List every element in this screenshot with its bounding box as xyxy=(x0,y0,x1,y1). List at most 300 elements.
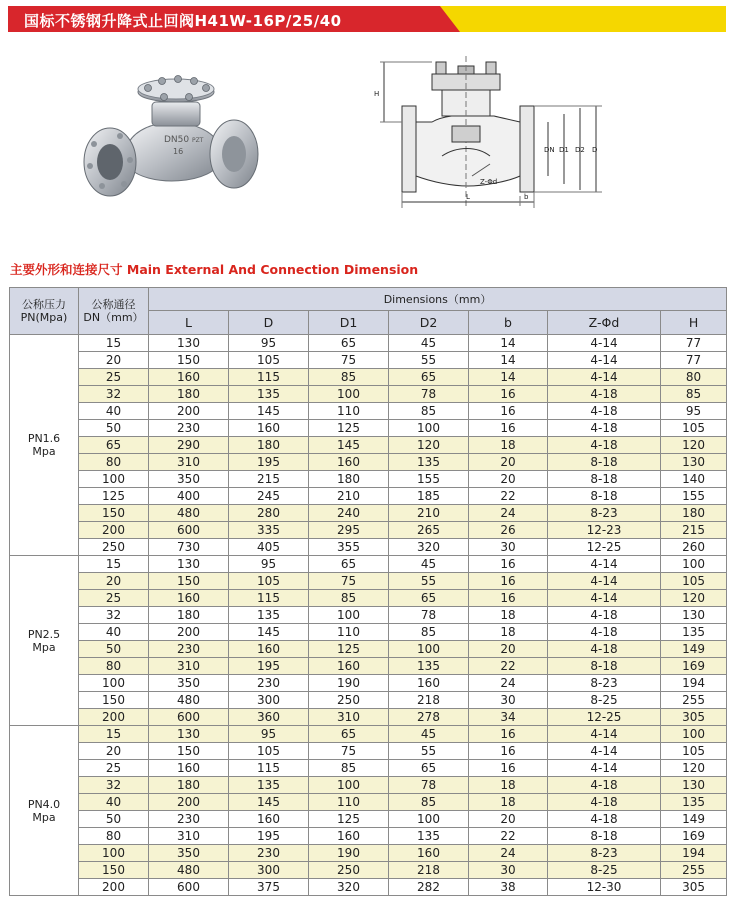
table-cell: 180 xyxy=(309,471,389,488)
table-row xyxy=(10,845,727,862)
table-cell: 160 xyxy=(309,658,389,675)
table-cell: 110 xyxy=(309,403,389,420)
table-cell: 350 xyxy=(149,845,229,862)
table-cell: 8-18 xyxy=(548,488,661,505)
dn-cell: 32 xyxy=(79,777,149,794)
table-cell: 24 xyxy=(469,505,548,522)
table-cell: 45 xyxy=(389,335,469,352)
table-cell: 24 xyxy=(469,675,548,692)
dn-cell: 40 xyxy=(79,403,149,420)
section-title xyxy=(10,260,418,278)
table-cell: 85 xyxy=(389,624,469,641)
table-cell: 169 xyxy=(661,658,727,675)
table-cell: 22 xyxy=(469,828,548,845)
table-cell: 8-25 xyxy=(548,862,661,879)
table-cell: 160 xyxy=(309,454,389,471)
table-cell: 4-14 xyxy=(548,726,661,743)
table-cell: 135 xyxy=(661,794,727,811)
table-cell: 120 xyxy=(661,760,727,777)
table-cell: 14 xyxy=(469,352,548,369)
valve-photo xyxy=(74,62,274,222)
table-cell: 180 xyxy=(149,386,229,403)
table-cell: 80 xyxy=(661,369,727,386)
table-cell: 95 xyxy=(229,726,309,743)
table-cell: 260 xyxy=(661,539,727,556)
pressure-value: PN4.0 xyxy=(27,797,61,811)
table-cell: 77 xyxy=(661,352,727,369)
table-cell: 16 xyxy=(469,573,548,590)
dn-cell: 50 xyxy=(79,811,149,828)
table-cell: 75 xyxy=(309,352,389,369)
table-cell: 600 xyxy=(149,709,229,726)
pressure-group-cell xyxy=(10,556,79,726)
pressure-group-cell xyxy=(10,335,79,556)
table-cell: 335 xyxy=(229,522,309,539)
table-row xyxy=(10,777,727,794)
page-title: 国标不锈钢升降式止回阀H41W-16P/25/40 xyxy=(24,12,342,30)
table-cell: 230 xyxy=(149,811,229,828)
table-cell: 85 xyxy=(309,760,389,777)
table-cell: 12-23 xyxy=(548,522,661,539)
table-cell: 4-18 xyxy=(548,624,661,641)
table-cell: 320 xyxy=(309,879,389,896)
table-cell: 130 xyxy=(661,777,727,794)
table-cell: 4-14 xyxy=(548,352,661,369)
dn-cell: 150 xyxy=(79,862,149,879)
table-row xyxy=(10,641,727,658)
table-cell: 195 xyxy=(229,658,309,675)
table-cell: 230 xyxy=(229,845,309,862)
table-cell: 4-18 xyxy=(548,777,661,794)
dn-cell: 25 xyxy=(79,369,149,386)
table-cell: 160 xyxy=(309,828,389,845)
table-cell: 105 xyxy=(661,573,727,590)
table-cell: 4-18 xyxy=(548,420,661,437)
table-row xyxy=(10,726,727,743)
table-cell: 100 xyxy=(389,811,469,828)
table-row xyxy=(10,709,727,726)
dn-cell: 40 xyxy=(79,794,149,811)
table-cell: 110 xyxy=(309,624,389,641)
header-pn-sub: PN(Mpa) xyxy=(20,311,68,324)
table-cell: 135 xyxy=(661,624,727,641)
drawing-label-dn: DN xyxy=(544,146,555,154)
table-cell: 155 xyxy=(661,488,727,505)
table-row xyxy=(10,811,727,828)
dn-cell: 150 xyxy=(79,692,149,709)
drawing-label-l: L xyxy=(466,193,470,201)
table-cell: 245 xyxy=(229,488,309,505)
table-cell: 210 xyxy=(389,505,469,522)
table-cell: 100 xyxy=(309,777,389,794)
table-cell: 305 xyxy=(661,709,727,726)
table-cell: 160 xyxy=(229,811,309,828)
table-cell: 18 xyxy=(469,777,548,794)
header-dn-sub: DN（mm） xyxy=(83,311,144,324)
table-cell: 125 xyxy=(309,641,389,658)
table-cell: 290 xyxy=(149,437,229,454)
table-row xyxy=(10,862,727,879)
table-cell: 115 xyxy=(229,369,309,386)
table-row xyxy=(10,539,727,556)
table-cell: 65 xyxy=(309,726,389,743)
table-cell: 130 xyxy=(149,726,229,743)
table-cell: 195 xyxy=(229,454,309,471)
table-row xyxy=(10,573,727,590)
table-cell: 22 xyxy=(469,488,548,505)
table-row xyxy=(10,607,727,624)
table-cell: 194 xyxy=(661,845,727,862)
dn-cell: 200 xyxy=(79,522,149,539)
table-cell: 100 xyxy=(389,420,469,437)
table-cell: 194 xyxy=(661,675,727,692)
table-cell: 480 xyxy=(149,862,229,879)
table-cell: 250 xyxy=(309,862,389,879)
pressure-unit: Mpa xyxy=(32,445,56,458)
dn-cell: 150 xyxy=(79,505,149,522)
table-cell: 149 xyxy=(661,811,727,828)
table-cell: 85 xyxy=(389,794,469,811)
table-cell: 85 xyxy=(309,590,389,607)
table-row xyxy=(10,692,727,709)
table-cell: 85 xyxy=(389,403,469,420)
header-dimensions: Dimensions（mm） xyxy=(149,288,727,311)
table-cell: 195 xyxy=(229,828,309,845)
table-cell: 18 xyxy=(469,607,548,624)
table-cell: 145 xyxy=(229,624,309,641)
table-cell: 150 xyxy=(149,352,229,369)
table-cell: 230 xyxy=(149,420,229,437)
table-cell: 4-14 xyxy=(548,556,661,573)
header-col-d1: D1 xyxy=(309,311,389,335)
table-row xyxy=(10,471,727,488)
table-row xyxy=(10,760,727,777)
header-col-l: L xyxy=(149,311,229,335)
table-cell: 480 xyxy=(149,505,229,522)
table-cell: 95 xyxy=(661,403,727,420)
table-cell: 78 xyxy=(389,386,469,403)
table-cell: 180 xyxy=(149,777,229,794)
table-cell: 155 xyxy=(389,471,469,488)
section-title-en: Main External And Connection Dimension xyxy=(126,262,419,277)
table-cell: 180 xyxy=(661,505,727,522)
header-col-d2: D2 xyxy=(389,311,469,335)
table-cell: 100 xyxy=(389,641,469,658)
table-row xyxy=(10,335,727,352)
table-cell: 350 xyxy=(149,675,229,692)
dimension-drawing xyxy=(372,56,612,214)
table-cell: 230 xyxy=(149,641,229,658)
table-cell: 100 xyxy=(661,726,727,743)
table-cell: 16 xyxy=(469,726,548,743)
table-cell: 600 xyxy=(149,879,229,896)
table-cell: 215 xyxy=(661,522,727,539)
table-cell: 8-23 xyxy=(548,845,661,862)
table-cell: 65 xyxy=(309,556,389,573)
table-cell: 360 xyxy=(229,709,309,726)
dn-cell: 32 xyxy=(79,607,149,624)
table-row xyxy=(10,590,727,607)
drawing-label-b: b xyxy=(524,193,529,201)
table-row xyxy=(10,352,727,369)
table-cell: 218 xyxy=(389,862,469,879)
table-cell: 310 xyxy=(149,454,229,471)
table-cell: 20 xyxy=(469,811,548,828)
header-pn-label: 公称压力 xyxy=(22,298,66,311)
table-cell: 16 xyxy=(469,556,548,573)
table-cell: 77 xyxy=(661,335,727,352)
table-cell: 278 xyxy=(389,709,469,726)
table-cell: 255 xyxy=(661,692,727,709)
dn-cell: 125 xyxy=(79,488,149,505)
dn-cell: 40 xyxy=(79,624,149,641)
table-cell: 130 xyxy=(661,607,727,624)
table-cell: 20 xyxy=(469,471,548,488)
dn-cell: 50 xyxy=(79,641,149,658)
table-cell: 160 xyxy=(229,420,309,437)
table-row xyxy=(10,675,727,692)
table-row xyxy=(10,743,727,760)
table-cell: 130 xyxy=(149,335,229,352)
table-cell: 12-30 xyxy=(548,879,661,896)
dn-cell: 20 xyxy=(79,573,149,590)
table-cell: 78 xyxy=(389,777,469,794)
table-cell: 65 xyxy=(309,335,389,352)
table-cell: 125 xyxy=(309,811,389,828)
table-cell: 240 xyxy=(309,505,389,522)
dn-cell: 50 xyxy=(79,420,149,437)
table-cell: 120 xyxy=(661,437,727,454)
drawing-label-d: D xyxy=(592,146,598,154)
table-cell: 4-18 xyxy=(548,437,661,454)
table-cell: 149 xyxy=(661,641,727,658)
table-cell: 55 xyxy=(389,352,469,369)
table-cell: 105 xyxy=(661,420,727,437)
section-title-cn: 主要外形和连接尺寸 xyxy=(10,262,123,277)
table-cell: 8-18 xyxy=(548,658,661,675)
table-row xyxy=(10,522,727,539)
table-cell: 320 xyxy=(389,539,469,556)
table-row xyxy=(10,505,727,522)
table-cell: 85 xyxy=(661,386,727,403)
table-cell: 20 xyxy=(469,641,548,658)
table-cell: 218 xyxy=(389,692,469,709)
table-cell: 20 xyxy=(469,454,548,471)
table-cell: 140 xyxy=(661,471,727,488)
table-cell: 8-25 xyxy=(548,692,661,709)
dn-cell: 100 xyxy=(79,675,149,692)
table-cell: 4-18 xyxy=(548,386,661,403)
table-cell: 145 xyxy=(229,403,309,420)
table-cell: 105 xyxy=(661,743,727,760)
table-cell: 160 xyxy=(149,760,229,777)
table-row xyxy=(10,403,727,420)
table-cell: 280 xyxy=(229,505,309,522)
table-row xyxy=(10,369,727,386)
table-cell: 200 xyxy=(149,624,229,641)
dn-cell: 80 xyxy=(79,828,149,845)
table-cell: 12-25 xyxy=(548,709,661,726)
table-cell: 135 xyxy=(229,777,309,794)
table-cell: 4-18 xyxy=(548,811,661,828)
table-row xyxy=(10,658,727,675)
header-col-b: b xyxy=(469,311,548,335)
table-cell: 4-14 xyxy=(548,335,661,352)
dn-cell: 25 xyxy=(79,590,149,607)
table-row xyxy=(10,828,727,845)
table-row xyxy=(10,454,727,471)
table-cell: 24 xyxy=(469,845,548,862)
table-cell: 190 xyxy=(309,845,389,862)
table-cell: 38 xyxy=(469,879,548,896)
table-cell: 30 xyxy=(469,862,548,879)
table-cell: 145 xyxy=(229,794,309,811)
table-cell: 300 xyxy=(229,692,309,709)
table-cell: 135 xyxy=(229,386,309,403)
table-cell: 65 xyxy=(389,369,469,386)
table-row xyxy=(10,794,727,811)
table-cell: 215 xyxy=(229,471,309,488)
header-col-h: H xyxy=(661,311,727,335)
table-cell: 75 xyxy=(309,743,389,760)
table-cell: 4-18 xyxy=(548,794,661,811)
table-cell: 120 xyxy=(661,590,727,607)
table-cell: 45 xyxy=(389,726,469,743)
table-cell: 18 xyxy=(469,794,548,811)
table-cell: 100 xyxy=(309,386,389,403)
drawing-label-zphid: Z-Φd xyxy=(480,178,498,186)
table-cell: 135 xyxy=(229,607,309,624)
header-dn xyxy=(79,288,149,335)
table-cell: 55 xyxy=(389,573,469,590)
table-cell: 4-14 xyxy=(548,743,661,760)
table-cell: 295 xyxy=(309,522,389,539)
table-cell: 255 xyxy=(661,862,727,879)
table-cell: 150 xyxy=(149,743,229,760)
table-cell: 310 xyxy=(149,828,229,845)
table-cell: 210 xyxy=(309,488,389,505)
table-row xyxy=(10,386,727,403)
table-row xyxy=(10,879,727,896)
table-cell: 78 xyxy=(389,607,469,624)
dn-cell: 32 xyxy=(79,386,149,403)
pressure-unit: Mpa xyxy=(32,810,56,824)
dn-cell: 15 xyxy=(79,726,149,743)
pressure-value: PN1.6 xyxy=(27,432,61,445)
table-cell: 18 xyxy=(469,437,548,454)
table-cell: 8-18 xyxy=(548,828,661,845)
table-cell: 130 xyxy=(149,556,229,573)
table-cell: 65 xyxy=(389,760,469,777)
table-cell: 14 xyxy=(469,335,548,352)
table-cell: 150 xyxy=(149,573,229,590)
table-cell: 230 xyxy=(229,675,309,692)
table-cell: 75 xyxy=(309,573,389,590)
photo-text-pn: 16 xyxy=(173,147,184,156)
table-cell: 400 xyxy=(149,488,229,505)
table-cell: 125 xyxy=(309,420,389,437)
dn-cell: 20 xyxy=(79,352,149,369)
drawing-label-h: H xyxy=(374,90,380,98)
table-cell: 105 xyxy=(229,352,309,369)
table-cell: 16 xyxy=(469,386,548,403)
drawing-label-d2: D2 xyxy=(575,146,585,154)
table-cell: 26 xyxy=(469,522,548,539)
pressure-group-cell xyxy=(10,726,79,896)
table-cell: 250 xyxy=(309,692,389,709)
table-cell: 120 xyxy=(389,437,469,454)
table-cell: 375 xyxy=(229,879,309,896)
table-cell: 190 xyxy=(309,675,389,692)
table-cell: 282 xyxy=(389,879,469,896)
table-cell: 135 xyxy=(389,454,469,471)
table-cell: 135 xyxy=(389,828,469,845)
pressure-value: PN2.5 xyxy=(27,627,61,641)
dn-cell: 15 xyxy=(79,335,149,352)
table-cell: 100 xyxy=(309,607,389,624)
table-cell: 160 xyxy=(389,675,469,692)
table-cell: 600 xyxy=(149,522,229,539)
dn-cell: 65 xyxy=(79,437,149,454)
table-cell: 22 xyxy=(469,658,548,675)
table-cell: 405 xyxy=(229,539,309,556)
table-row xyxy=(10,624,727,641)
table-row xyxy=(10,488,727,505)
table-cell: 130 xyxy=(661,454,727,471)
dn-cell: 25 xyxy=(79,760,149,777)
table-cell: 4-18 xyxy=(548,403,661,420)
title-banner xyxy=(8,6,726,32)
dn-cell: 250 xyxy=(79,539,149,556)
table-cell: 480 xyxy=(149,692,229,709)
table-row xyxy=(10,420,727,437)
table-cell: 8-18 xyxy=(548,471,661,488)
table-cell: 4-14 xyxy=(548,369,661,386)
dn-cell: 20 xyxy=(79,743,149,760)
table-cell: 4-14 xyxy=(548,590,661,607)
table-cell: 4-14 xyxy=(548,573,661,590)
pressure-unit: Mpa xyxy=(32,640,56,654)
table-cell: 16 xyxy=(469,743,548,760)
drawing-label-d1: D1 xyxy=(559,146,569,154)
table-cell: 115 xyxy=(229,590,309,607)
dn-cell: 100 xyxy=(79,845,149,862)
table-body xyxy=(10,335,727,896)
header-col-d: D xyxy=(229,311,309,335)
table-cell: 110 xyxy=(309,794,389,811)
table-cell: 730 xyxy=(149,539,229,556)
table-cell: 55 xyxy=(389,743,469,760)
table-cell: 16 xyxy=(469,760,548,777)
table-cell: 305 xyxy=(661,879,727,896)
table-cell: 8-18 xyxy=(548,454,661,471)
table-row xyxy=(10,437,727,454)
dimensions-table xyxy=(9,287,727,896)
table-cell: 30 xyxy=(469,692,548,709)
table-cell: 16 xyxy=(469,590,548,607)
table-cell: 200 xyxy=(149,794,229,811)
dn-cell: 100 xyxy=(79,471,149,488)
table-cell: 4-18 xyxy=(548,641,661,658)
dn-cell: 80 xyxy=(79,454,149,471)
table-cell: 8-23 xyxy=(548,675,661,692)
table-cell: 30 xyxy=(469,539,548,556)
table-cell: 180 xyxy=(149,607,229,624)
header-col-zphid: Z-Φd xyxy=(548,311,661,335)
table-cell: 95 xyxy=(229,556,309,573)
table-cell: 355 xyxy=(309,539,389,556)
table-cell: 115 xyxy=(229,760,309,777)
